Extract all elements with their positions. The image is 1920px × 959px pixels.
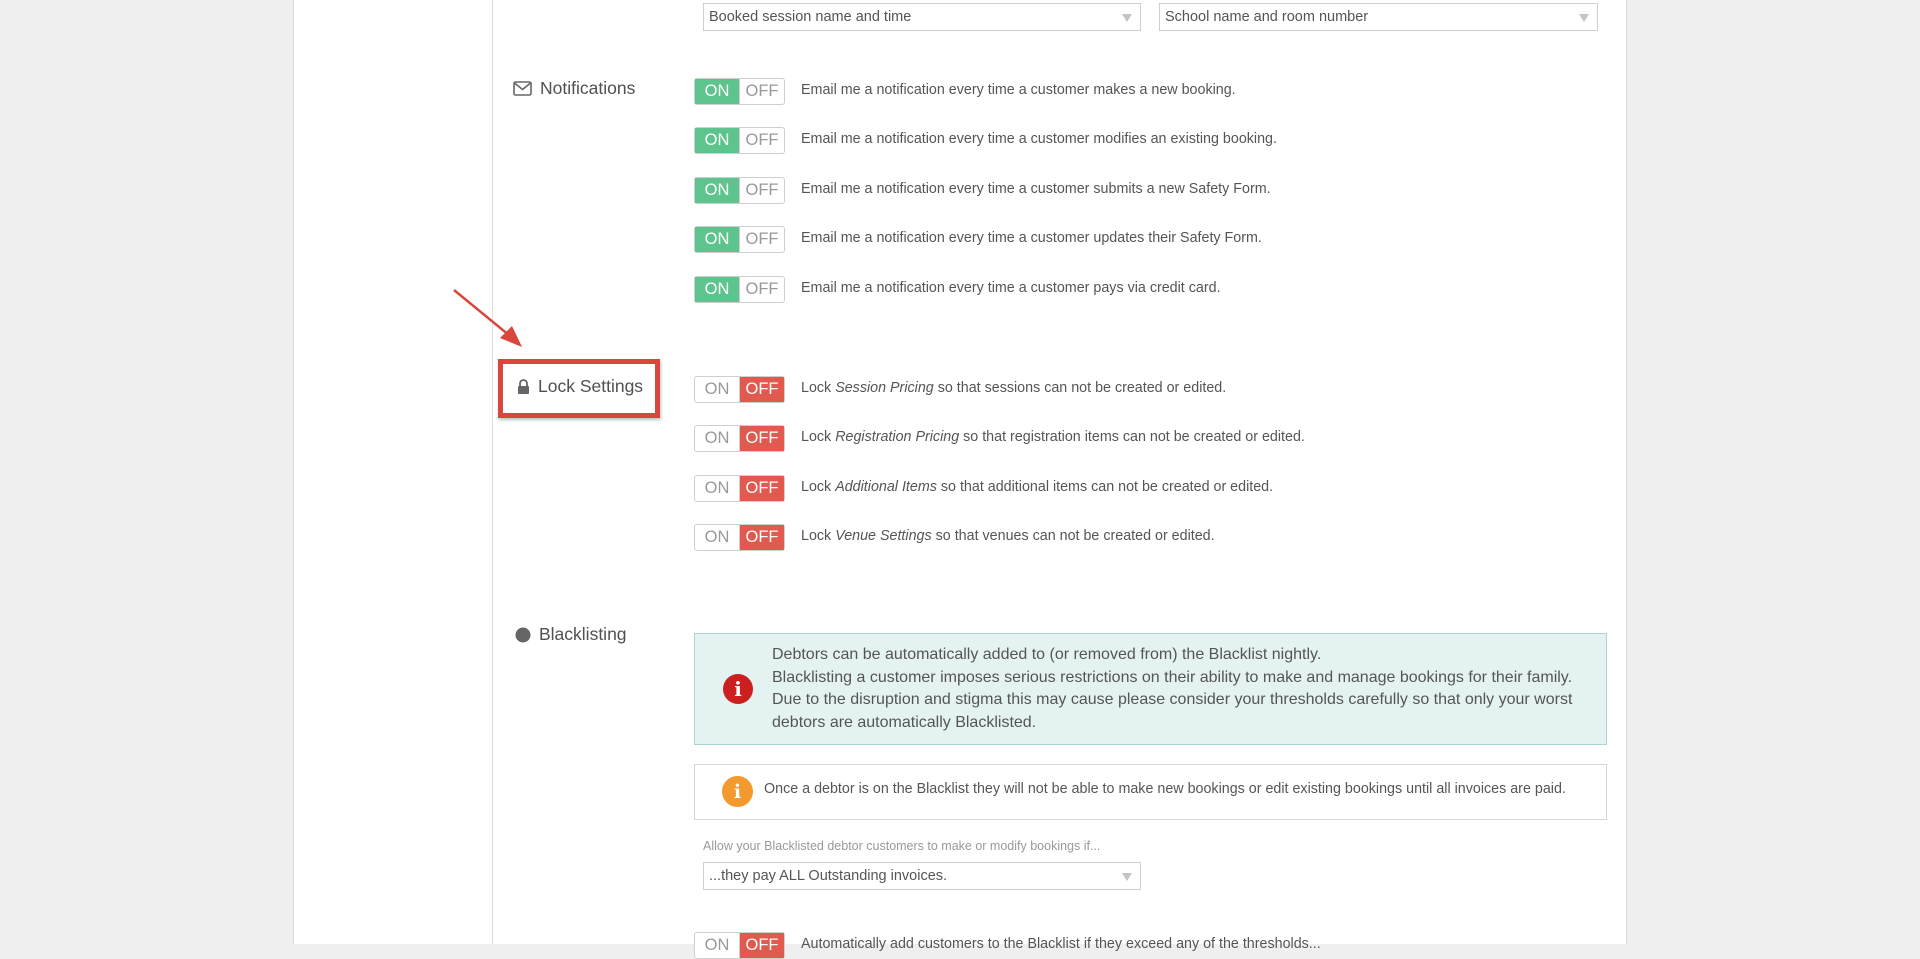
lock-venue-settings-toggle[interactable] xyxy=(694,524,785,551)
lock-settings-heading xyxy=(517,376,643,397)
auto-blacklist-text: Automatically add customers to the Blacklist if they exceed any of the thresholds... xyxy=(801,936,1321,952)
lock-additional-items-text xyxy=(801,479,1273,495)
allow-bookings-label: Allow your Blacklisted debtor customers to make or modify bookings if... xyxy=(703,839,1101,853)
toggle-on-option[interactable]: ON xyxy=(695,377,740,402)
toggle-on-option[interactable]: ON xyxy=(695,426,740,451)
envelope-icon xyxy=(513,81,532,96)
notify-new-booking-toggle[interactable] xyxy=(694,78,785,105)
lock-icon xyxy=(517,379,530,395)
select-value: ...they pay ALL Outstanding invoices. xyxy=(709,868,948,884)
notify-credit-card-toggle[interactable] xyxy=(694,276,785,303)
chevron-down-icon xyxy=(1579,14,1589,22)
notify-modify-booking-text: Email me a notification every time a customer modifies an existing booking. xyxy=(801,131,1277,147)
lock-suffix: so that additional items can not be created or edited. xyxy=(940,479,1274,495)
lock-venue-settings-text xyxy=(801,528,1215,544)
toggle-on-option[interactable]: ON xyxy=(695,128,740,153)
toggle-off-option[interactable]: OFF xyxy=(740,933,784,958)
info-line: Due to the disruption and stigma this may cause please consider your thresholds carefully so that only your worst xyxy=(772,691,1573,708)
info-glyph: i xyxy=(734,677,742,701)
auto-blacklist-toggle[interactable] xyxy=(694,932,785,959)
annotation-arrow-icon xyxy=(450,286,530,352)
lock-registration-pricing-text xyxy=(801,429,1305,445)
notify-update-safety-form-text: Email me a notification every time a customer updates their Safety Form. xyxy=(801,230,1262,246)
lock-registration-pricing-toggle[interactable] xyxy=(694,425,785,452)
toggle-off-option[interactable]: OFF xyxy=(745,280,779,298)
circle-icon xyxy=(515,627,531,643)
column-divider xyxy=(492,0,493,944)
toggle-on-option[interactable]: ON xyxy=(695,227,740,252)
toggle-off-option[interactable]: OFF xyxy=(740,476,784,501)
lock-target: Session Pricing xyxy=(835,380,934,396)
exclamation-info-icon xyxy=(723,674,753,704)
notifications-heading xyxy=(513,78,635,99)
toggle-off-option[interactable]: OFF xyxy=(740,426,784,451)
blacklist-warning-alert xyxy=(694,764,1607,820)
toggle-off-option[interactable]: OFF xyxy=(740,377,784,402)
lock-session-pricing-text xyxy=(801,380,1226,396)
select-value: Booked session name and time xyxy=(709,9,912,25)
info-line: debtors are automatically Blacklisted. xyxy=(772,713,1037,731)
lock-suffix: so that registration items can not be created or edited. xyxy=(963,429,1305,445)
lock-additional-items-toggle[interactable] xyxy=(694,475,785,502)
notify-new-booking-text: Email me a notification every time a customer makes a new booking. xyxy=(801,82,1236,98)
notifications-label: Notifications xyxy=(540,78,636,98)
chevron-down-icon xyxy=(1122,873,1132,881)
toggle-off-option[interactable]: OFF xyxy=(740,525,784,550)
blacklisting-heading xyxy=(515,624,627,645)
blacklist-info-text xyxy=(772,644,1572,734)
toggle-on-option[interactable]: ON xyxy=(695,79,740,104)
notify-modify-booking-toggle[interactable] xyxy=(694,127,785,154)
select-value: School name and room number xyxy=(1165,9,1369,25)
info-line: Blacklisting a customer imposes serious restrictions on their ability to make and manage bookings for their family. xyxy=(772,668,1573,686)
confirmation-field-select-left[interactable] xyxy=(703,3,1141,31)
lock-suffix: so that venues can not be created or edited. xyxy=(935,528,1215,544)
confirmation-field-select-right[interactable] xyxy=(1159,3,1598,31)
info-warning-icon xyxy=(722,776,753,807)
lock-prefix: Lock xyxy=(801,429,832,445)
notify-update-safety-form-toggle[interactable] xyxy=(694,226,785,253)
lock-session-pricing-toggle[interactable] xyxy=(694,376,785,403)
info-line: Debtors can be automatically added to (or removed from) the Blacklist nightly. xyxy=(772,646,1322,663)
lock-target: Venue Settings xyxy=(835,528,932,544)
blacklist-info-alert xyxy=(694,633,1607,745)
lock-prefix: Lock xyxy=(801,479,832,495)
toggle-on-option[interactable]: ON xyxy=(695,933,740,958)
lock-prefix: Lock xyxy=(801,380,832,396)
blacklist-warning-text: Once a debtor is on the Blacklist they will not be able to make new bookings or edit existing bookings until all invoices are paid. xyxy=(764,781,1566,797)
lock-target: Additional Items xyxy=(835,479,937,495)
toggle-on-option[interactable]: ON xyxy=(695,525,740,550)
notify-credit-card-text: Email me a notification every time a customer pays via credit card. xyxy=(801,280,1221,296)
blacklisting-label: Blacklisting xyxy=(539,624,627,644)
allow-bookings-select[interactable] xyxy=(703,862,1141,890)
toggle-off-option[interactable]: OFF xyxy=(745,230,779,248)
chevron-down-icon xyxy=(1122,14,1132,22)
toggle-off-option[interactable]: OFF xyxy=(745,131,779,149)
warn-glyph: i xyxy=(733,780,742,803)
lock-target: Registration Pricing xyxy=(835,429,960,445)
lock-prefix: Lock xyxy=(801,528,832,544)
lock-suffix: so that sessions can not be created or edited. xyxy=(937,380,1227,396)
toggle-on-option[interactable]: ON xyxy=(695,476,740,501)
toggle-on-option[interactable]: ON xyxy=(695,178,740,203)
notify-new-safety-form-toggle[interactable] xyxy=(694,177,785,204)
toggle-off-option[interactable]: OFF xyxy=(745,82,779,100)
notify-new-safety-form-text: Email me a notification every time a customer submits a new Safety Form. xyxy=(801,181,1271,197)
toggle-off-option[interactable]: OFF xyxy=(745,181,779,199)
toggle-on-option[interactable]: ON xyxy=(695,277,740,302)
lock-settings-label: Lock Settings xyxy=(538,376,644,396)
